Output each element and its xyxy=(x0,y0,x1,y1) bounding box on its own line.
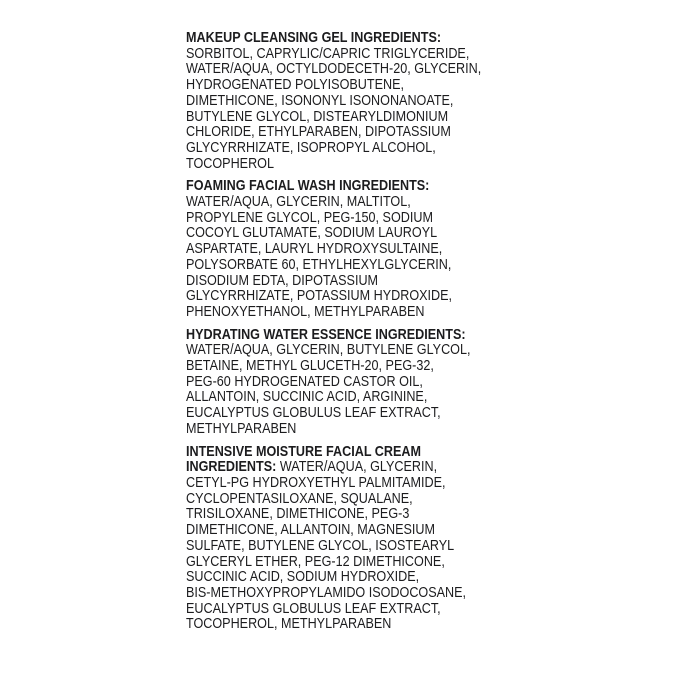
ingredient-line xyxy=(186,421,481,437)
ingredient-line xyxy=(186,491,481,507)
ingredient-line xyxy=(186,273,481,289)
ingredient-line xyxy=(186,304,481,320)
ingredient-text: DIMETHICONE, ISONONYL ISONONANOATE, xyxy=(186,91,454,109)
ingredient-line xyxy=(186,93,481,109)
ingredient-text: SORBITOL, CAPRYLIC/CAPRIC TRIGLYCERIDE, xyxy=(186,44,470,62)
ingredient-text: COCOYL GLUTAMATE, SODIUM LAUROYL xyxy=(186,224,438,242)
ingredient-text: GLYCYRRHIZATE, POTASSIUM HYDROXIDE, xyxy=(186,287,453,305)
ingredient-line xyxy=(186,342,481,358)
ingredient-text: WATER/AQUA, GLYCERIN, BUTYLENE GLYCOL, xyxy=(186,341,471,359)
ingredient-text: PEG-60 HYDROGENATED CASTOR OIL, xyxy=(186,372,423,390)
heading-bold-text: INTENSIVE MOISTURE FACIAL CREAM xyxy=(186,442,421,460)
ingredients-section-makeup-cleansing-gel xyxy=(186,30,481,171)
ingredient-text: PROPYLENE GLYCOL, PEG-150, SODIUM xyxy=(186,208,433,226)
ingredient-text: CETYL-PG HYDROXYETHYL PALMITAMIDE, xyxy=(186,473,446,491)
ingredient-line xyxy=(186,140,481,156)
ingredient-line xyxy=(186,210,481,226)
ingredient-text: ASPARTATE, LAURYL HYDROXYSULTAINE, xyxy=(186,240,443,258)
ingredient-text: TOCOPHEROL, METHYLPARABEN xyxy=(186,615,392,633)
ingredient-line xyxy=(186,601,481,617)
ingredient-line xyxy=(186,156,481,172)
section-heading-line xyxy=(186,178,481,194)
ingredient-text: WATER/AQUA, OCTYLDODECETH-20, GLYCERIN, xyxy=(186,60,482,78)
ingredient-line xyxy=(186,506,481,522)
ingredient-line xyxy=(186,61,481,77)
heading-bold-text: MAKEUP CLEANSING GEL INGREDIENTS: xyxy=(186,29,442,46)
ingredient-line xyxy=(186,475,481,491)
section-heading-line xyxy=(186,327,481,343)
ingredient-line xyxy=(186,288,481,304)
ingredient-line xyxy=(186,46,481,62)
ingredient-line xyxy=(186,569,481,585)
ingredient-text: WATER/AQUA, GLYCERIN, xyxy=(276,458,438,476)
ingredient-line xyxy=(186,405,481,421)
ingredient-line xyxy=(186,522,481,538)
ingredient-line xyxy=(186,616,481,632)
ingredient-text: PHENOXYETHANOL, METHYLPARABEN xyxy=(186,302,425,320)
ingredients-section-hydrating-water-essence xyxy=(186,327,481,437)
ingredient-text: TRISILOXANE, DIMETHICONE, PEG-3 xyxy=(186,505,410,523)
ingredient-text: BETAINE, METHYL GLUCETH-20, PEG-32, xyxy=(186,357,434,375)
ingredient-line xyxy=(186,374,481,390)
ingredient-line xyxy=(186,538,481,554)
ingredient-text: POLYSORBATE 60, ETHYLHEXYLGLYCERIN, xyxy=(186,255,452,273)
ingredient-text: BUTYLENE GLYCOL, DISTEARYLDIMONIUM xyxy=(186,107,449,125)
ingredient-text: EUCALYPTUS GLOBULUS LEAF EXTRACT, xyxy=(186,404,441,422)
ingredient-line xyxy=(186,241,481,257)
ingredient-text: BIS-METHOXYPROPYLAMIDO ISODOCOSANE, xyxy=(186,583,467,601)
ingredient-line xyxy=(186,585,481,601)
ingredient-text: DISODIUM EDTA, DIPOTASSIUM xyxy=(186,271,379,289)
ingredient-text: CHLORIDE, ETHYLPARABEN, DIPOTASSIUM xyxy=(186,123,451,141)
ingredient-line xyxy=(186,459,481,475)
ingredient-line xyxy=(186,358,481,374)
ingredient-line xyxy=(186,389,481,405)
section-heading-line xyxy=(186,30,481,46)
heading-bold-text: FOAMING FACIAL WASH INGREDIENTS: xyxy=(186,177,430,195)
ingredient-text: CYCLOPENTASILOXANE, SQUALANE, xyxy=(186,489,413,507)
ingredient-text: HYDROGENATED POLYISOBUTENE, xyxy=(186,76,404,94)
ingredient-line xyxy=(186,109,481,125)
heading-bold-text: INGREDIENTS: xyxy=(186,458,277,476)
section-heading-line xyxy=(186,444,481,460)
ingredient-text: ALLANTOIN, SUCCINIC ACID, ARGININE, xyxy=(186,388,428,406)
heading-bold-text: HYDRATING WATER ESSENCE INGREDIENTS: xyxy=(186,325,466,343)
ingredient-text: WATER/AQUA, GLYCERIN, MALTITOL, xyxy=(186,193,411,211)
ingredient-text: TOCOPHEROL xyxy=(186,154,274,172)
ingredient-text: EUCALYPTUS GLOBULUS LEAF EXTRACT, xyxy=(186,599,441,617)
ingredient-text: GLYCYRRHIZATE, ISOPROPYL ALCOHOL, xyxy=(186,138,436,156)
ingredient-text: GLYCERYL ETHER, PEG-12 DIMETHICONE, xyxy=(186,552,445,570)
ingredient-line xyxy=(186,77,481,93)
ingredient-line xyxy=(186,124,481,140)
ingredient-line xyxy=(186,257,481,273)
ingredient-text: DIMETHICONE, ALLANTOIN, MAGNESIUM xyxy=(186,521,436,539)
ingredients-section-foaming-facial-wash xyxy=(186,178,481,319)
ingredients-label xyxy=(186,30,481,632)
ingredients-section-intensive-moisture-facial-cream xyxy=(186,444,481,632)
ingredient-line xyxy=(186,225,481,241)
ingredient-line xyxy=(186,194,481,210)
ingredient-text: SULFATE, BUTYLENE GLYCOL, ISOSTEARYL xyxy=(186,536,455,554)
ingredient-text: SUCCINIC ACID, SODIUM HYDROXIDE, xyxy=(186,568,420,586)
ingredient-text: METHYLPARABEN xyxy=(186,419,297,437)
ingredient-line xyxy=(186,554,481,570)
